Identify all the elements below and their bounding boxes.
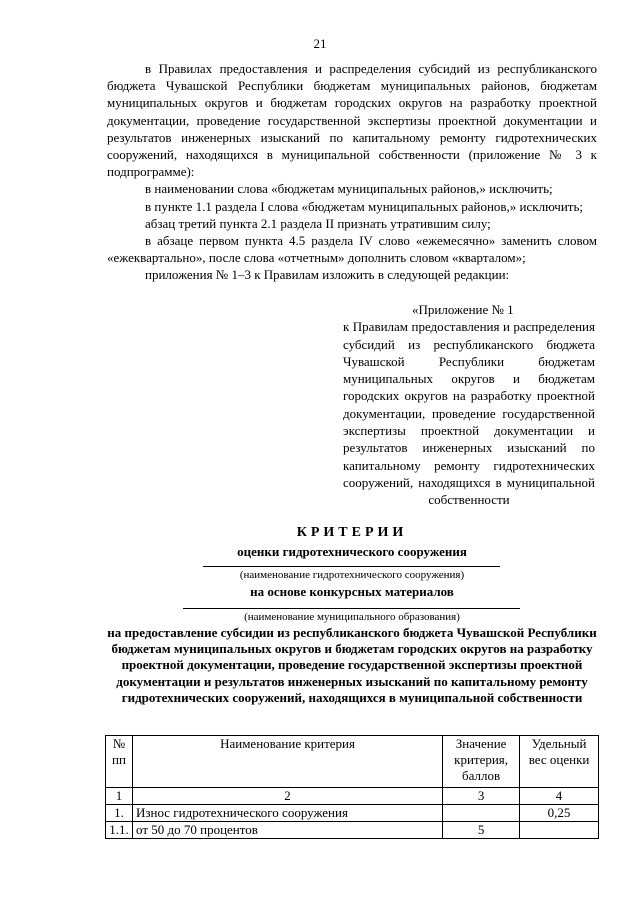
page-number: 21 — [313, 36, 327, 51]
table-row — [106, 822, 599, 839]
table-row — [106, 788, 599, 805]
paragraph: абзац третий пункта 2.1 раздела II признать утратившим силу; — [145, 215, 491, 231]
blank-line-structure — [203, 566, 500, 567]
cell-name: от 50 до 70 процентов — [132, 822, 442, 839]
header-weight: Удельный вес оценки — [520, 736, 599, 788]
table-header-row — [106, 736, 599, 788]
header-name: Наименование критерия — [132, 736, 442, 788]
criteria-table — [105, 735, 599, 839]
cell-num: 1 — [106, 788, 133, 805]
paragraph: приложения № 1–3 к Правилам изложить в следующей редакции: — [145, 267, 510, 283]
cell-num: 1.1. — [106, 822, 133, 839]
cell-weight — [520, 822, 599, 839]
heading-long-title: на предоставление субсидии из республиканского бюджета Чувашской Республики бюджетам муниципальных округов и бюджетам городских округов на разработку проектной документации, проведение государственной экспертизы проектной документации и результатов инженерных изысканий по капитальному ремонту гидротехнических сооружений, находящихся в муниципальной собственности — [107, 625, 597, 705]
cell-weight: 4 — [520, 788, 599, 805]
cell-value: 5 — [443, 822, 520, 839]
cell-name: 2 — [132, 788, 442, 805]
heading-subtitle: оценки гидротехнического сооружения — [237, 544, 467, 559]
paragraph: в абзаце первом пункта 4.5 раздела IV слово «ежемесячно» заменить словом «ежеквартально», после слова «отчетным» дополнить словом «кварталом»; — [107, 233, 597, 266]
paragraph: в Правилах предоставления и распределения субсидий из республиканского бюджета Чувашской Республики бюджетам муниципальных районов, бюджетам муниципальных округов и бюджетам городских округов на разработку проектной документации, проведение государственной экспертизы проектной документации и результатов инженерных изысканий по капитальному ремонту гидротехнических сооружений, находящихся в муниципальной собственности (приложение № 3 к подпрограмме): — [107, 61, 597, 180]
header-num: № пп — [106, 736, 133, 788]
cell-num: 1. — [106, 805, 133, 822]
appendix-block — [343, 301, 595, 509]
heading-basis: на основе конкурсных материалов — [250, 584, 454, 599]
cell-name: Износ гидротехнического сооружения — [132, 805, 442, 822]
header-value: Значение критерия, баллов — [443, 736, 520, 788]
paragraph: в наименовании слова «бюджетам муниципальных районов,» исключить; — [145, 181, 553, 197]
cell-value: 3 — [443, 788, 520, 805]
blank-line-municipality — [183, 608, 520, 609]
appendix-title: «Приложение № 1 — [412, 302, 514, 317]
cell-weight: 0,25 — [520, 805, 599, 822]
heading-criteria: КРИТЕРИИ — [296, 525, 408, 540]
paragraph: в пункте 1.1 раздела I слова «бюджетам муниципальных районов,» исключить; — [145, 198, 584, 214]
caption-structure: (наименование гидротехнического сооружения) — [239, 569, 465, 581]
appendix-body: к Правилам предоставления и распределения субсидий из республиканского бюджета Чувашской Республики бюджетам муниципальных округов и бюджетам городских округов на разработку проектной документации, проведение государственной экспертизы проектной документации и результатов инженерных изысканий по капитальному ремонту гидротехнических сооружений, находящихся в муниципальной собственности — [343, 319, 595, 508]
caption-municipality: (наименование муниципального образования) — [244, 611, 460, 623]
cell-value — [443, 805, 520, 822]
body-text — [107, 60, 597, 284]
table-row — [106, 805, 599, 822]
